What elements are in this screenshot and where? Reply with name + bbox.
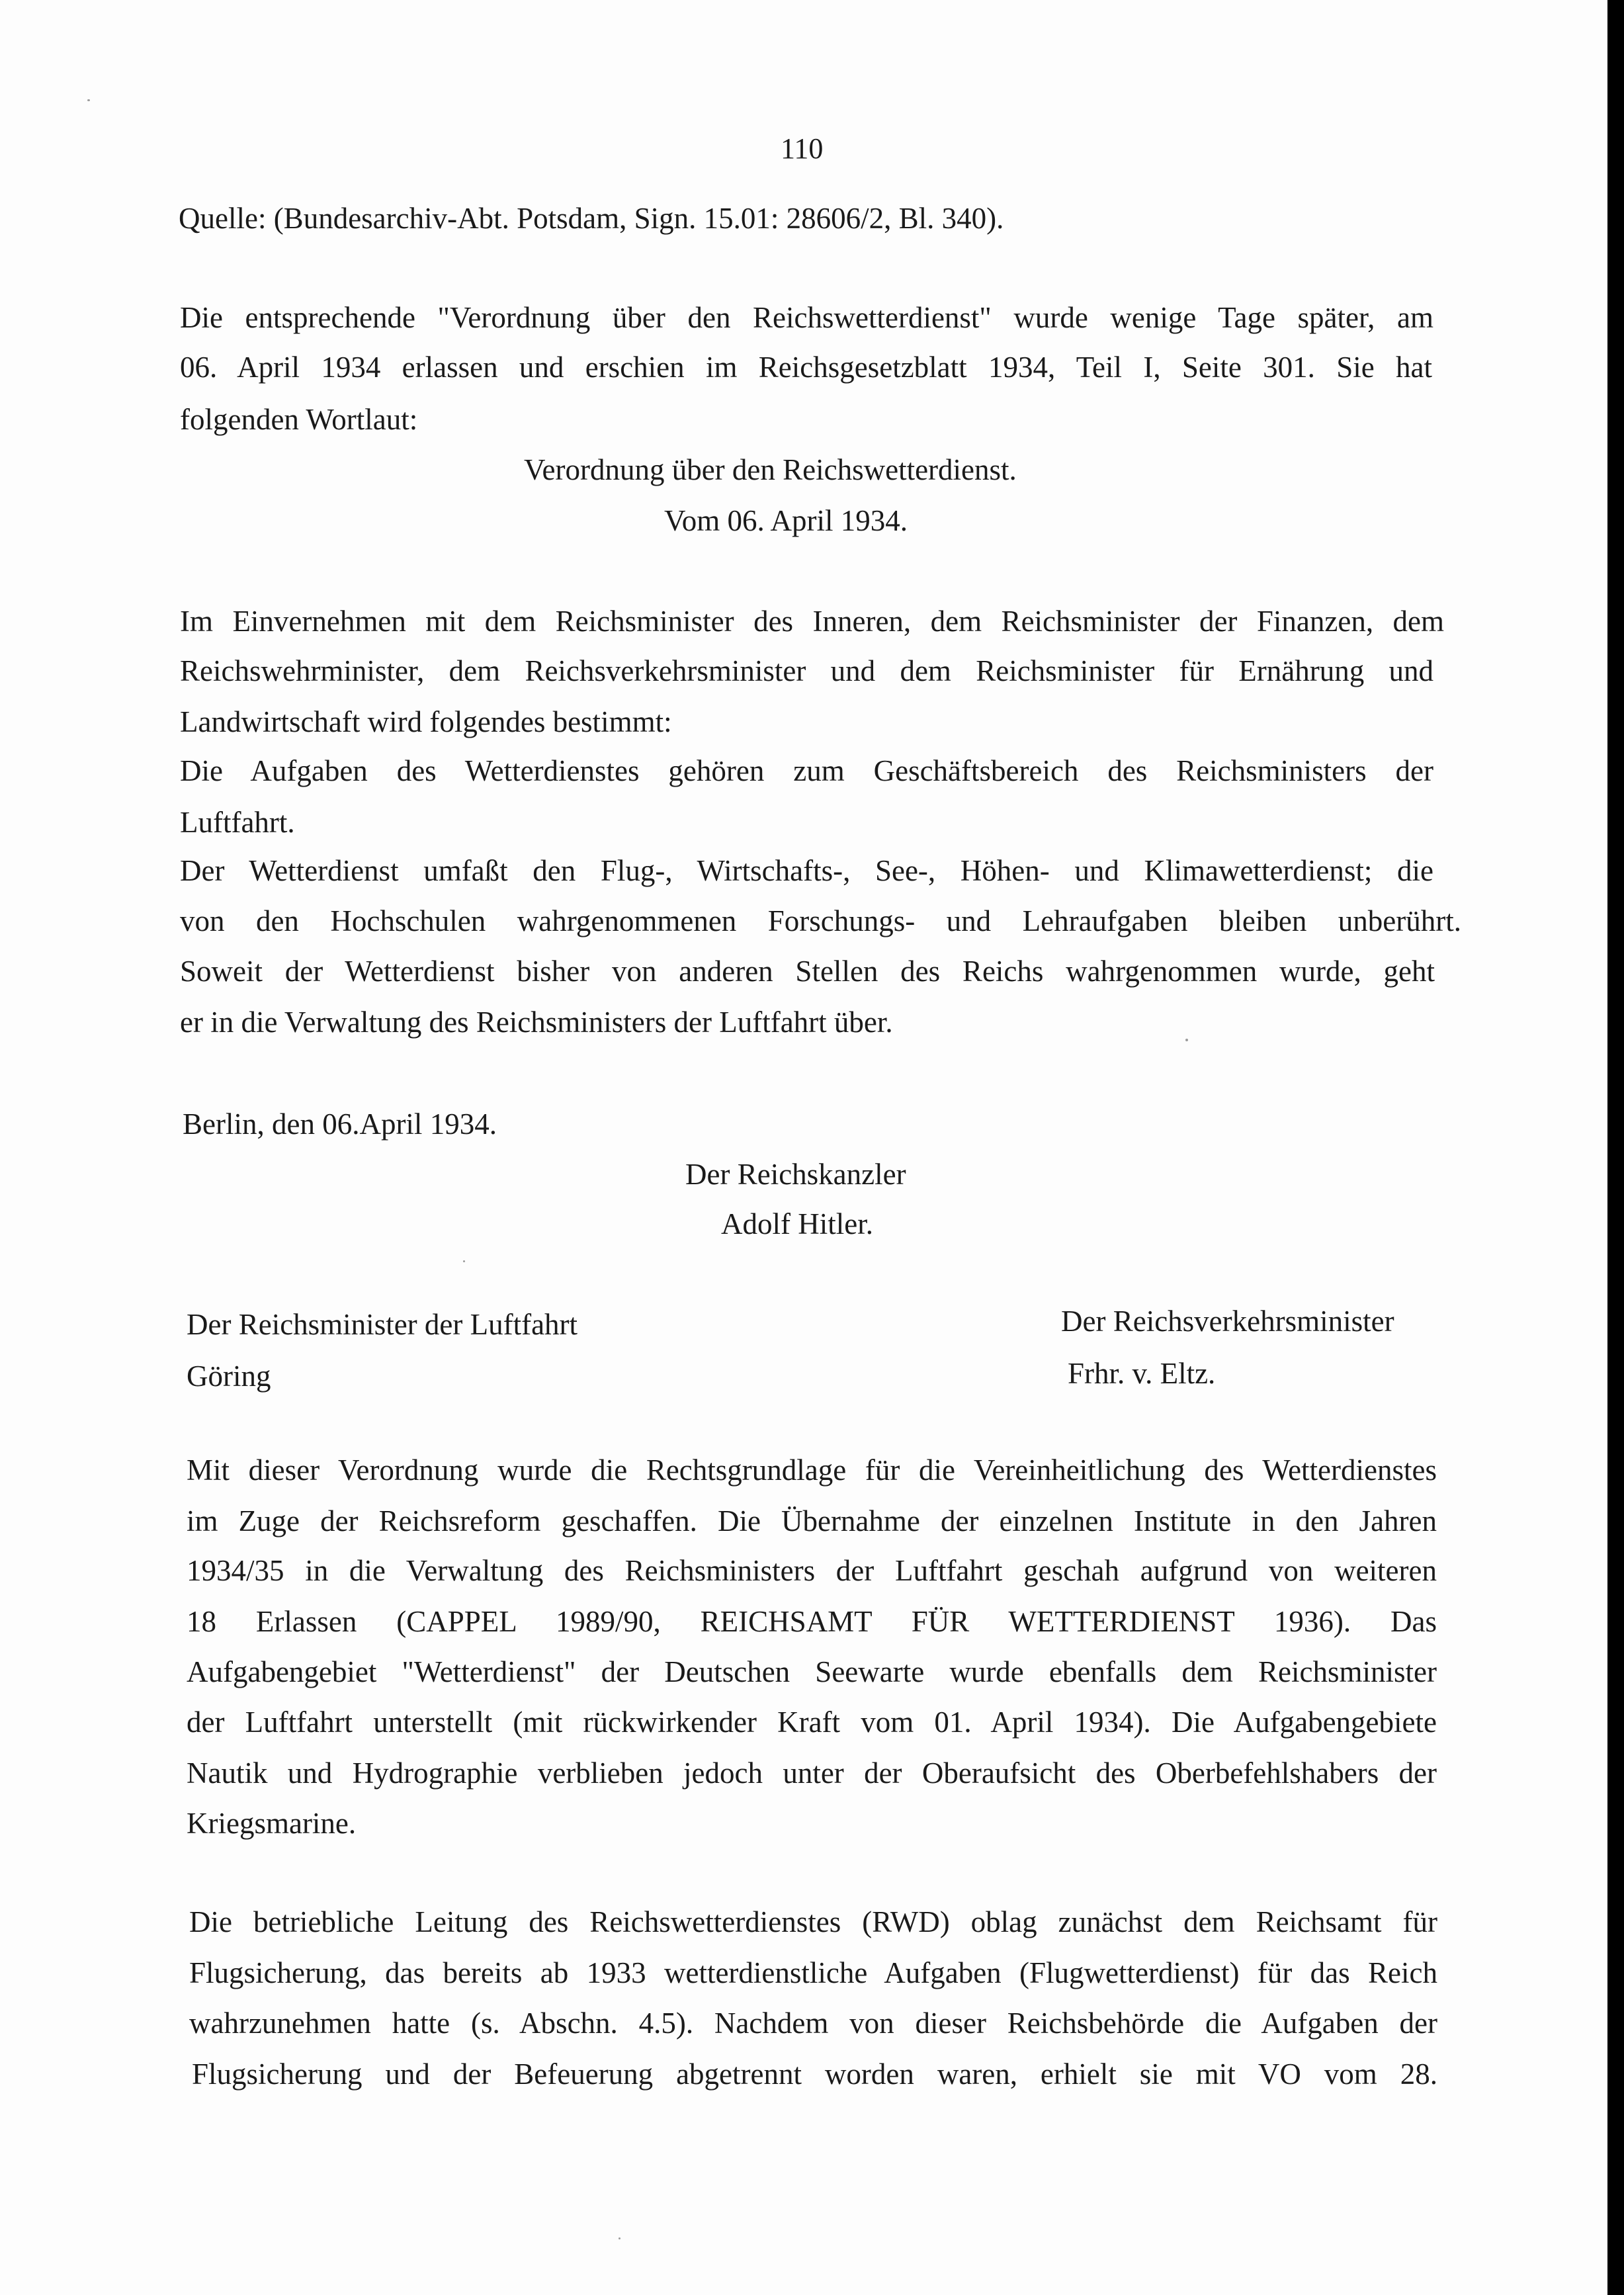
decree-body-line: Landwirtschaft wird folgendes bestimmt: <box>180 705 672 738</box>
decree-body-line: Im Einvernehmen mit dem Reichsminister des Inneren, dem Reichsminister der Finanzen, dem <box>180 605 1444 638</box>
paragraph-line: Die betriebliche Leitung des Reichswetterdienstes (RWD) oblag zunächst dem Reichsamt für <box>189 1905 1437 1938</box>
decree-body-line: Luftfahrt. <box>180 806 295 839</box>
paragraph-line: Flugsicherung und der Befeuerung abgetrennt worden waren, erhielt sie mit VO vom 28. <box>192 2057 1437 2091</box>
aviation-minister-title: Der Reichsminister der Luftfahrt <box>187 1308 578 1341</box>
paragraph-line: Kriegsmarine. <box>187 1807 357 1840</box>
decree-body-line: Soweit der Wetterdienst bisher von anderen Stellen des Reichs wahrgenommen wurde, geht <box>180 955 1435 988</box>
transport-minister-title: Der Reichsverkehrsminister <box>1061 1305 1394 1338</box>
intro-line: 06. April 1934 erlassen und erschien im Reichsgesetzblatt 1934, Teil I, Seite 301. Sie hat <box>180 351 1432 384</box>
decree-body-line: er in die Verwaltung des Reichsministers der Luftfahrt über. <box>180 1006 893 1039</box>
intro-line: folgenden Wortlaut: <box>180 403 418 436</box>
paragraph-line: 1934/35 in die Verwaltung des Reichsministers der Luftfahrt geschah aufgrund von weiteren <box>187 1554 1437 1587</box>
paragraph-line: wahrzunehmen hatte (s. Abschn. 4.5). Nachdem von dieser Reichsbehörde die Aufgaben der <box>189 2007 1437 2040</box>
chancellor-name: Adolf Hitler. <box>721 1207 873 1240</box>
paragraph-line: Mit dieser Verordnung wurde die Rechtsgrundlage für die Vereinheitlichung des Wetterdienstes <box>187 1453 1437 1487</box>
decree-place-date: Berlin, den 06.April 1934. <box>183 1107 497 1141</box>
decree-body-line: Der Wetterdienst umfaßt den Flug-, Wirtschafts-, See-, Höhen- und Klimawetterdienst; die <box>180 854 1433 887</box>
paragraph-line: Aufgabengebiet "Wetterdienst" der Deutschen Seewarte wurde ebenfalls dem Reichsminister <box>187 1655 1437 1688</box>
decree-body-line: Reichswehrminister, dem Reichsverkehrsminister und dem Reichsminister für Ernährung und <box>180 654 1433 687</box>
decree-body-line: Die Aufgaben des Wetterdienstes gehören zum Geschäftsbereich des Reichsministers der <box>180 754 1433 787</box>
paragraph-line: Nautik und Hydrographie verblieben jedoch unter der Oberaufsicht des Oberbefehlshabers der <box>187 1756 1437 1790</box>
decree-date: Vom 06. April 1934. <box>664 504 908 537</box>
paragraph-line: 18 Erlassen (CAPPEL 1989/90, REICHSAMT FÜR WETTERDIENST 1936). Das <box>187 1605 1437 1638</box>
paragraph-line: der Luftfahrt unterstellt (mit rückwirkender Kraft vom 01. April 1934). Die Aufgabengebiete <box>187 1706 1437 1739</box>
decree-title: Verordnung über den Reichswetterdienst. <box>524 453 1017 486</box>
aviation-minister-name: Göring <box>187 1360 271 1393</box>
paragraph-line: im Zuge der Reichsreform geschaffen. Die Übernahme der einzelnen Institute in den Jahren <box>187 1504 1437 1537</box>
page-number: 110 <box>781 132 824 165</box>
source-citation: Quelle: (Bundesarchiv-Abt. Potsdam, Sign. 15.01: 28606/2, Bl. 340). <box>179 202 1004 235</box>
transport-minister-name: Frhr. v. Eltz. <box>1068 1357 1216 1390</box>
intro-line: Die entsprechende "Verordnung über den Reichswetterdienst" wurde wenige Tage später, am <box>180 301 1433 334</box>
paragraph-line: Flugsicherung, das bereits ab 1933 wetterdienstliche Aufgaben (Flugwetterdienst) für das Reich <box>189 1956 1437 1989</box>
decree-body-line: von den Hochschulen wahrgenommenen Forschungs- und Lehraufgaben bleiben unberührt. <box>180 904 1461 937</box>
chancellor-title: Der Reichskanzler <box>685 1158 906 1191</box>
